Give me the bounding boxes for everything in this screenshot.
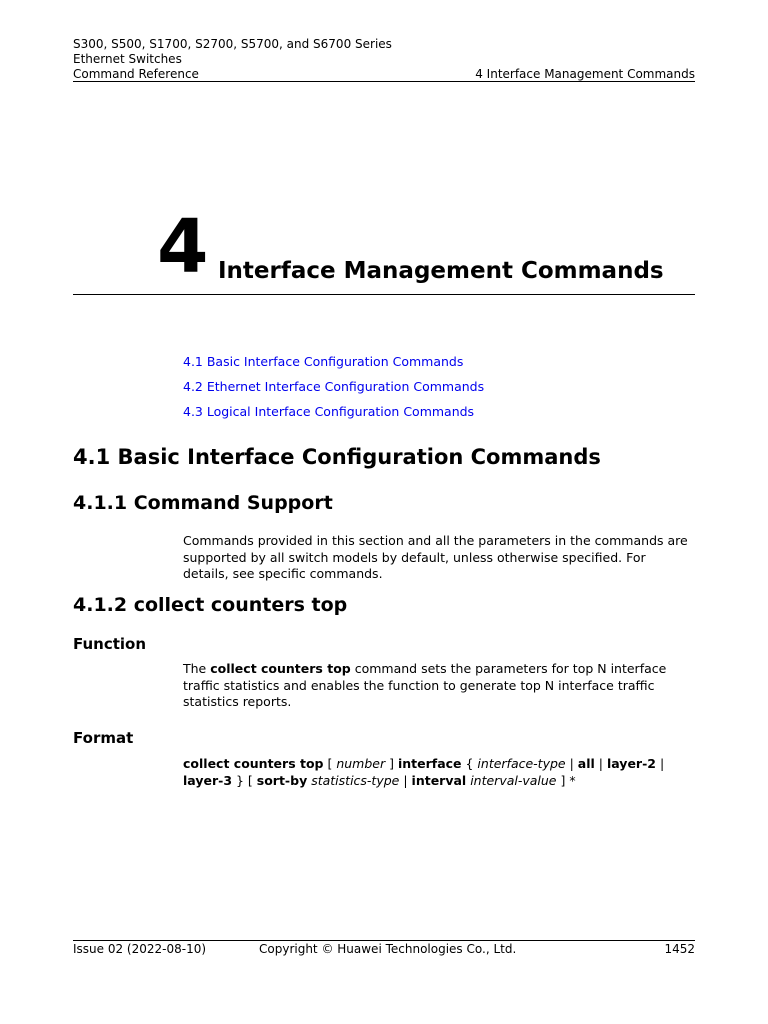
command-support-paragraph: Commands provided in this section and all the parameters in the commands are supported by all switch models by default, unless otherwise specified. For details, see specific commands.: [183, 533, 688, 581]
format-keyword: collect counters top: [183, 756, 324, 771]
format-keyword: all: [577, 756, 595, 771]
toc-link-4-2[interactable]: 4.2 Ethernet Interface Configuration Commands: [183, 379, 485, 394]
header-subtitle: Ethernet Switches: [73, 52, 182, 66]
format-syntax: |: [399, 772, 412, 788]
header-chapter: 4 Interface Management Commands: [475, 67, 695, 81]
header-product: S300, S500, S1700, S2700, S5700, and S6700 Series: [73, 37, 392, 51]
header-row: [73, 67, 695, 82]
header-doc-title: Command Reference: [73, 67, 199, 81]
running-header: [73, 37, 695, 82]
footer-copyright: Copyright © Huawei Technologies Co., Ltd.: [259, 942, 517, 956]
format-keyword: interface: [397, 756, 462, 771]
format-parameter: number: [336, 756, 386, 771]
footer-page-number: 1452: [664, 942, 695, 956]
format-syntax: |: [594, 756, 607, 771]
format-keyword: sort-by: [256, 772, 308, 788]
function-command: collect counters top: [210, 661, 351, 676]
chapter-title: Interface Management Commands: [218, 258, 664, 284]
format-syntax: [: [323, 756, 337, 771]
section-heading-4-1-1: 4.1.1 Command Support: [73, 492, 333, 514]
format-syntax: ] *: [556, 772, 576, 788]
function-text-post: command sets the parameters for top N interface traffic statistics and enables the function to generate top N interface traffic statistics reports.: [183, 661, 667, 709]
command-format: [183, 756, 695, 789]
section-heading-4-1-2: 4.1.2 collect counters top: [73, 594, 348, 616]
format-keyword: interval: [411, 772, 467, 788]
chapter-title-rule: [73, 294, 695, 295]
function-text-pre: The: [183, 661, 211, 676]
toc-link-4-3[interactable]: 4.3 Logical Interface Configuration Commands: [183, 404, 475, 419]
footer-rule: [73, 940, 695, 941]
function-paragraph: [183, 661, 695, 711]
chapter-number: 4: [157, 204, 209, 290]
format-syntax: {: [461, 756, 478, 771]
format-keyword: layer-3: [183, 772, 233, 788]
format-syntax: ]: [385, 756, 398, 771]
function-heading: Function: [73, 635, 147, 653]
header-rule: [73, 81, 695, 82]
toc-link-4-1[interactable]: 4.1 Basic Interface Configuration Commands: [183, 354, 464, 369]
format-parameter: interval-value: [470, 772, 557, 788]
format-parameter: statistics-type: [311, 772, 400, 788]
format-parameter: interface-type: [477, 756, 566, 771]
format-syntax: |: [655, 756, 665, 771]
footer-issue: Issue 02 (2022-08-10): [73, 942, 207, 956]
format-keyword: layer-2: [606, 756, 656, 771]
section-heading-4-1: 4.1 Basic Interface Configuration Commands: [73, 445, 601, 469]
format-syntax: |: [565, 756, 578, 771]
format-syntax: } [: [232, 772, 257, 788]
format-heading: Format: [73, 729, 134, 747]
